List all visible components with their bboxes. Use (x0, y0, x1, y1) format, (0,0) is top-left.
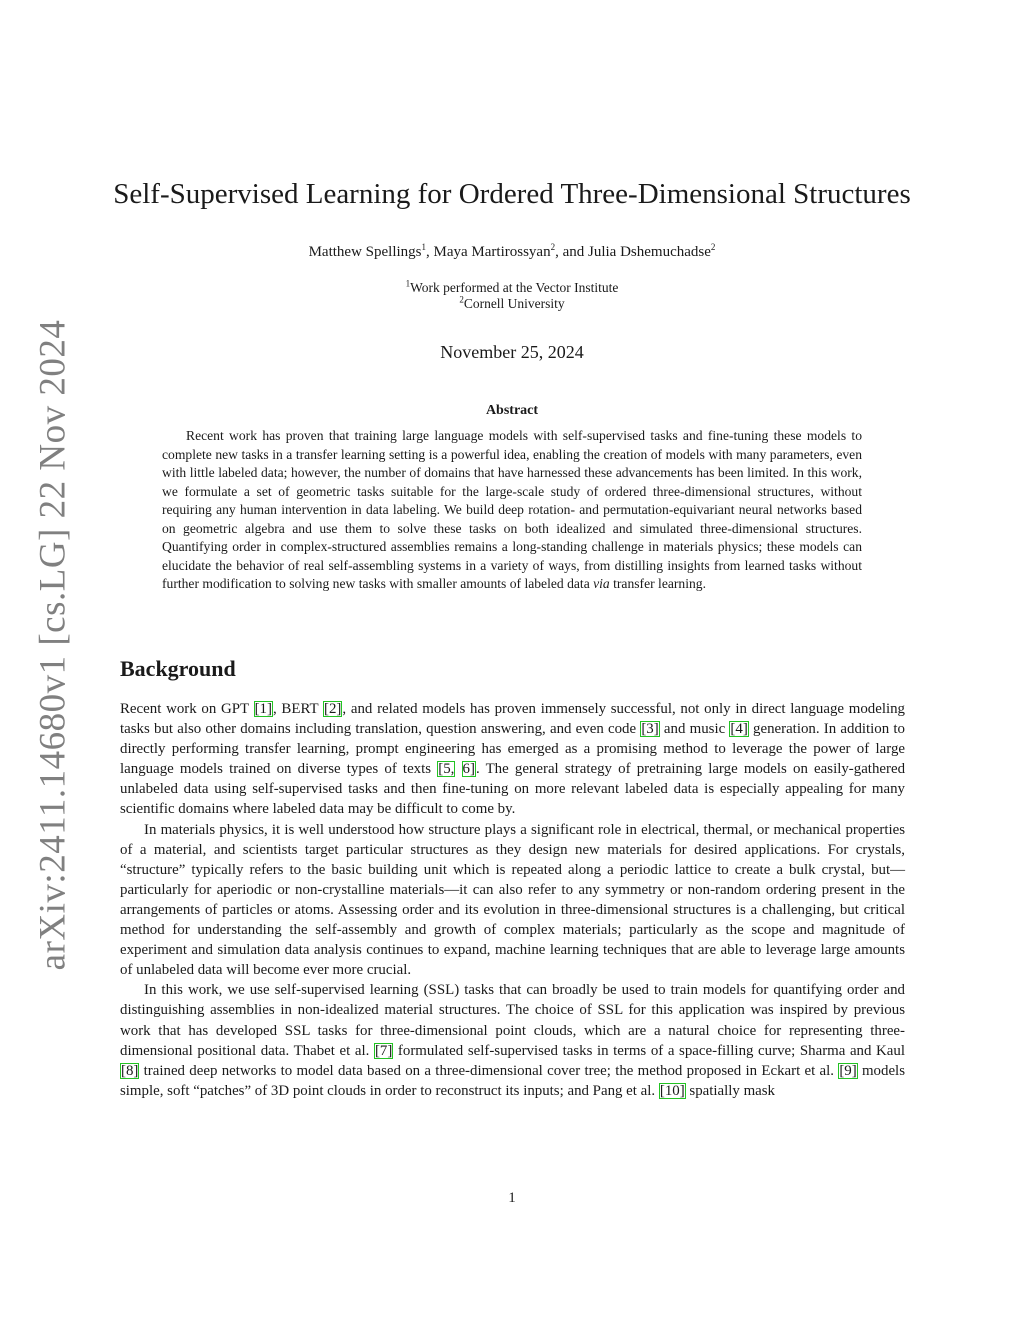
paragraph-text: spatially mask (685, 1082, 776, 1099)
paper-title: Self-Supervised Learning for Ordered Three-Dimensional Structures (113, 178, 911, 210)
citation-link[interactable]: 6] (462, 761, 475, 778)
citation-link[interactable]: [10] (659, 1082, 685, 1099)
affiliation-mark: 1 (405, 278, 411, 289)
paragraph-text: trained deep networks to model data based on a three-dimensional cover tree; the method proposed in Eckart et al. (139, 1062, 839, 1079)
author-affil-mark: 2 (710, 242, 716, 252)
paragraph-text: In this work, we use self-supervised learning (SSL) tasks that can broadly be used to train models for quantifying order and distinguishing assemblies in non-idealized material structures. The choice of SSL for this application was inspired by previous work that has developed SSL tasks for three-dimensional point clouds, which are a natural choice for representing three-dimensional positional data. Thabet et al. (120, 982, 905, 1059)
paragraph-text: models simple, soft “patches” of 3D point clouds in order to reconstruct its inputs; and Pang et al. (120, 1062, 905, 1099)
citation-link[interactable]: [9] (839, 1062, 857, 1079)
abstract-italic: via (593, 576, 610, 591)
author-name: Julia Dshemuchadse (588, 244, 711, 260)
citation-link[interactable]: [7] (374, 1042, 393, 1059)
paragraph-text (455, 761, 461, 777)
author-affil-mark: 1 (421, 242, 427, 252)
affiliation (100, 280, 924, 296)
citation-link[interactable]: [1] (254, 701, 272, 717)
affiliation-text: Cornell University (463, 296, 565, 311)
paper-date: November 25, 2024 (440, 342, 584, 362)
citation-link[interactable]: [8] (121, 1062, 139, 1079)
citation-link[interactable]: [4] (730, 721, 748, 738)
citation-link[interactable]: [2] (324, 701, 342, 717)
author-list (100, 244, 924, 261)
paragraph-text: In materials physics, it is well understood how structure plays a significant role in electrical, thermal, or mechanical properties of a material, and scientists target particular structures as they design new materials for desired applications. For crystals, “structure” typically refers to the basic building unit which is repeated along a periodic lattice to create a bulk crystal, but—particularly for aperiodic or non-crystalline materials—it can also refer to any symmetry or non-random ordering present in the arrangements of particles or atoms. Assessing order and its evolution in three-dimensional structures is a challenging, but critical method for understanding the self-assembly and growth of complex materials; particularly as the scope and magnitude of experiment and simulation data analysis continues to expand, machine learning techniques that are able to leverage large amounts of unlabeled data will become ever more crucial. (120, 821, 905, 979)
paragraph-text: formulated self-supervised tasks in terms of a space-filling curve; Sharma and Kaul (393, 1042, 905, 1059)
citation-link[interactable]: [5, (438, 761, 455, 778)
page-number: 1 (508, 1190, 516, 1206)
section-heading: Background (120, 656, 236, 681)
paragraph-text: Recent work on GPT (120, 701, 254, 717)
abstract-text (162, 427, 862, 594)
affiliation-mark: 2 (459, 294, 464, 305)
author-separator: , (426, 244, 434, 260)
author-name: Maya Martirossyan (433, 244, 551, 260)
body-paragraph (120, 980, 905, 1101)
abstract-heading: Abstract (485, 403, 539, 418)
body-text (120, 699, 905, 1101)
citation-link[interactable]: [3] (641, 721, 659, 738)
paragraph-text: . The general strategy of pretraining large models on easily-gathered unlabeled data using self-supervised tasks and then fine-tuning on more relevant labeled data is especially appealing for many scientific domains where labeled data may be difficult to come by. (120, 761, 906, 818)
paragraph-text: generation. In addition to directly performing transfer learning, prompt engineering has emerged as a promising method to leverage the power of large language models trained on diverse types of texts (120, 721, 905, 778)
paragraph-text: , BERT (272, 701, 324, 717)
arxiv-identifier: arXiv:2411.14680v1 [cs.LG] 22 Nov 2024 (32, 319, 74, 971)
body-paragraph (120, 820, 905, 981)
affiliation (100, 296, 924, 312)
affiliation-text: Work performed at the Vector Institute (410, 280, 619, 295)
author-affil-mark: 2 (550, 242, 556, 252)
abstract-text-end: transfer learning. (609, 576, 706, 591)
author-name: Matthew Spellings (308, 244, 422, 260)
paragraph-text: , and related models has proven immensely successful, not only in direct language modeling tasks but also other domains including translation, question answering, and even code (120, 701, 905, 738)
body-paragraph (120, 699, 905, 820)
paragraph-text: and music (659, 721, 730, 738)
abstract-text-main: Recent work has proven that training large language models with self-supervised tasks and fine-tuning these models to complete new tasks in a transfer learning setting is a powerful idea, enabling the creation of models with many parameters, even with little labeled data; however, the number of domains that have harnessed these advancements has been limited. In this work, we formulate a set of geometric tasks suitable for the large-scale study of ordered three-dimensional structures, without requiring any human intervention in data labeling. We build deep rotation- and permutation-equivariant neural networks based on geometric algebra and use them to solve these tasks on both idealized and simulated three-dimensional structures. Quantifying order in complex-structured assemblies remains a long-standing challenge in materials physics; these models can elucidate the behavior of real self-assembling systems in a variety of ways, from distilling insights from learned tasks without further modification to solving new tasks with smaller amounts of labeled data (162, 428, 862, 591)
author-separator: , and (555, 244, 588, 260)
